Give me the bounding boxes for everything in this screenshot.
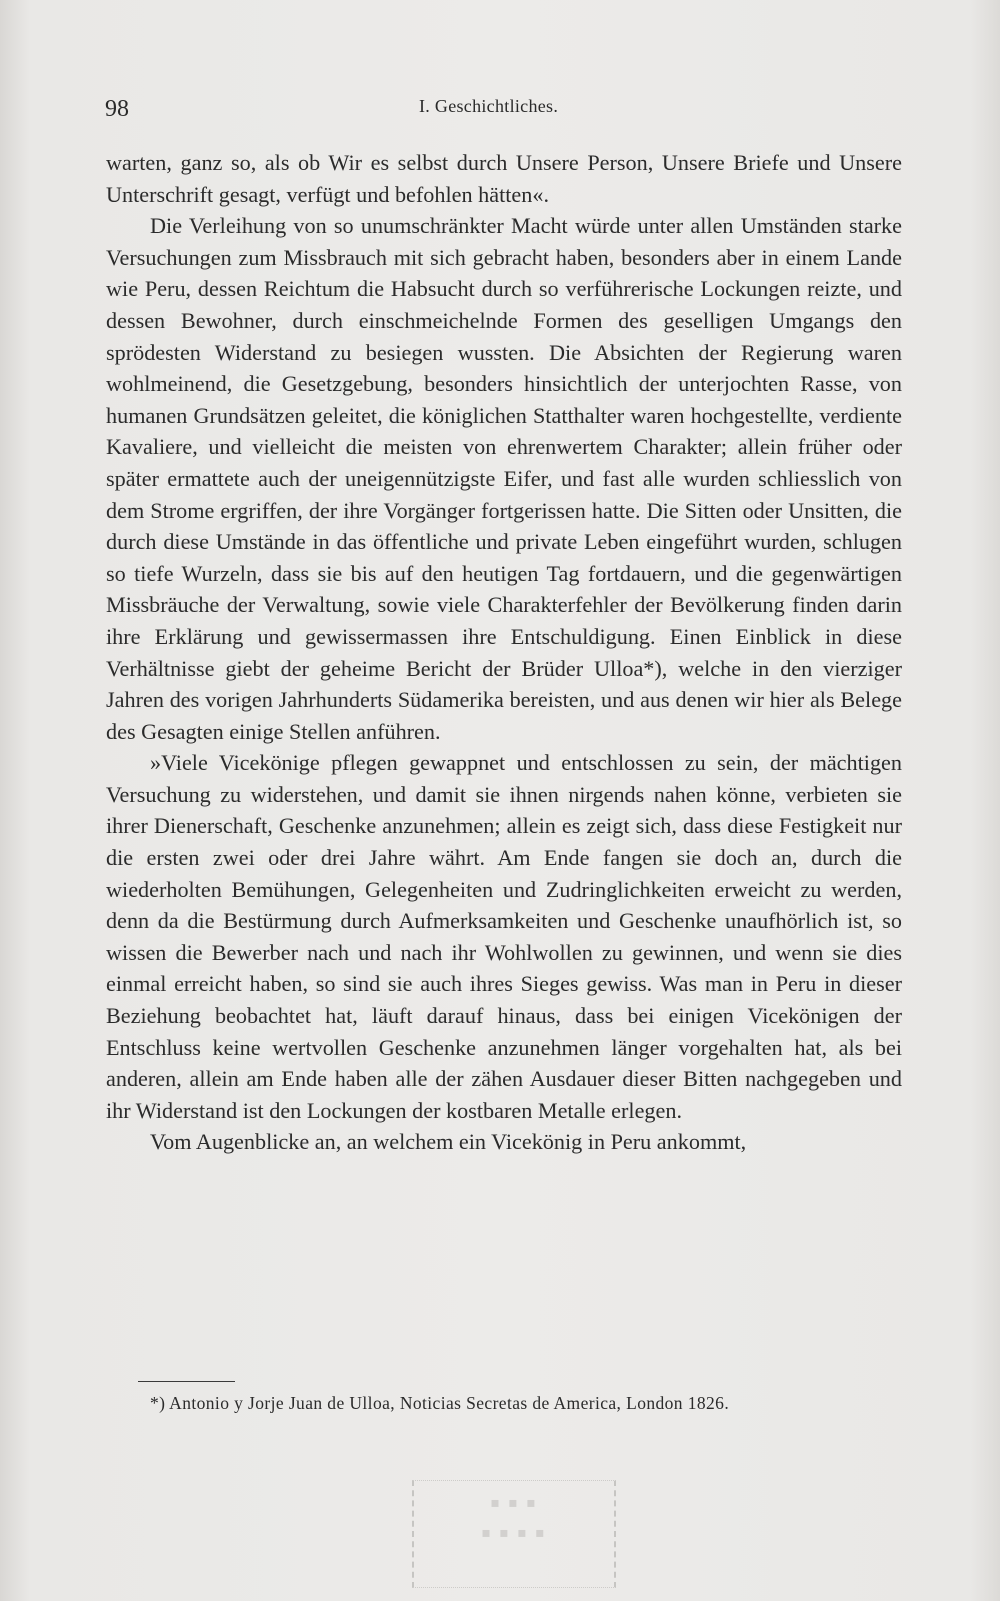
running-head: I. Geschichtliches. <box>419 96 559 116</box>
footnote: *) Antonio y Jorje Juan de Ulloa, Noticias Secretas de America, London 1826. <box>150 1393 730 1413</box>
paragraph: warten, ganz so, als ob Wir es selbst durch Unsere Person, Unsere Briefe und Unsere Unterschrift gesagt, verfügt und befohlen hätten«. <box>106 150 902 207</box>
body-text <box>106 147 902 1158</box>
stamp-mark: ▪ ▪ ▪ <box>490 1495 538 1511</box>
page-header <box>105 96 905 126</box>
stamp-mark: ▪ ▪ ▪ ▪ <box>481 1525 547 1541</box>
paragraph: Vom Augenblicke an, an welchem ein Vicekönig in Peru ankommt, <box>150 1129 747 1155</box>
paragraph: »Viele Vicekönige pflegen gewappnet und entschlossen zu sein, der mächtigen Versuchung zu widerstehen, und damit sie ihnen nirgends nahen könne, verbieten sie ihrer Dienerschaft, Geschenke anzunehmen; allein es zeigt sich, dass diese Festigkeit nur die ersten zwei oder drei Jahre währt. Am Ende fangen sie doch an, durch die wiederholten Bemühungen, Gelegenheiten und Zudringlichkeiten erweicht zu werden, denn da die Bestürmung durch Aufmerksamkeiten und Geschenke unaufhörlich ist, so wissen die Bewerber nach und nach ihr Wohlwollen zu gewinnen, und wenn sie dies einmal erreicht haben, so sind sie auch ihres Sieges gewiss. Was man in Peru in dieser Beziehung beobachtet hat, läuft darauf hinaus, dass bei einigen Vicekönigen der Entschluss keine wertvollen Geschenke anzunehmen länger vorgehalten hat, als bei anderen, allein am Ende haben alle der zähen Ausdauer dieser Bitten nachgegeben und ihr Widerstand ist den Lockungen der kostbaren Metalle erlegen. <box>106 750 902 1123</box>
paragraph: Die Verleihung von so unumschränkter Macht würde unter allen Umständen starke Versuchungen zum Missbrauch mit sich gebracht haben, besonders aber in einem Lande wie Peru, dessen Reichtum die Habsucht durch so verführerische Lockungen reizte, und dessen Bewohner, durch einschmeichelnde Formen des geselligen Umgangs den sprödesten Widerstand zu besiegen wussten. Die Absichten der Regierung waren wohlmeinend, die Gesetzgebung, besonders hinsichtlich der unterjochten Rasse, von humanen Grundsätzen geleitet, die königlichen Statthalter waren hochgestellte, verdiente Kavaliere, und vielleicht die meisten von ehrenwertem Charakter; allein früher oder später ermattete auch der uneigennützigste Eifer, und fast alle wurden schliesslich von dem Strome ergriffen, der ihre Vorgänger fortgerissen hatte. Die Sitten oder Unsitten, die durch diese Umstände in das öffentliche und private Leben eingeführt wurden, schlugen so tiefe Wurzeln, dass sie bis auf den heutigen Tag fortdauern, und die gegenwärtigen Missbräuche der Verwaltung, sowie viele Charakterfehler der Bevölkerung finden darin ihre Erklärung und gewissermassen ihre Entschuldigung. Einen Einblick in diese Verhältnisse giebt der geheime Bericht der Brüder Ulloa*), welche in den vierziger Jahren des vorigen Jahrhunderts Südamerika bereisten, und aus denen wir hier als Belege des Gesagten einige Stellen anführen. <box>106 213 902 744</box>
library-stamp <box>412 1480 616 1588</box>
page-number: 98 <box>105 96 129 122</box>
footnote-rule <box>138 1381 235 1382</box>
